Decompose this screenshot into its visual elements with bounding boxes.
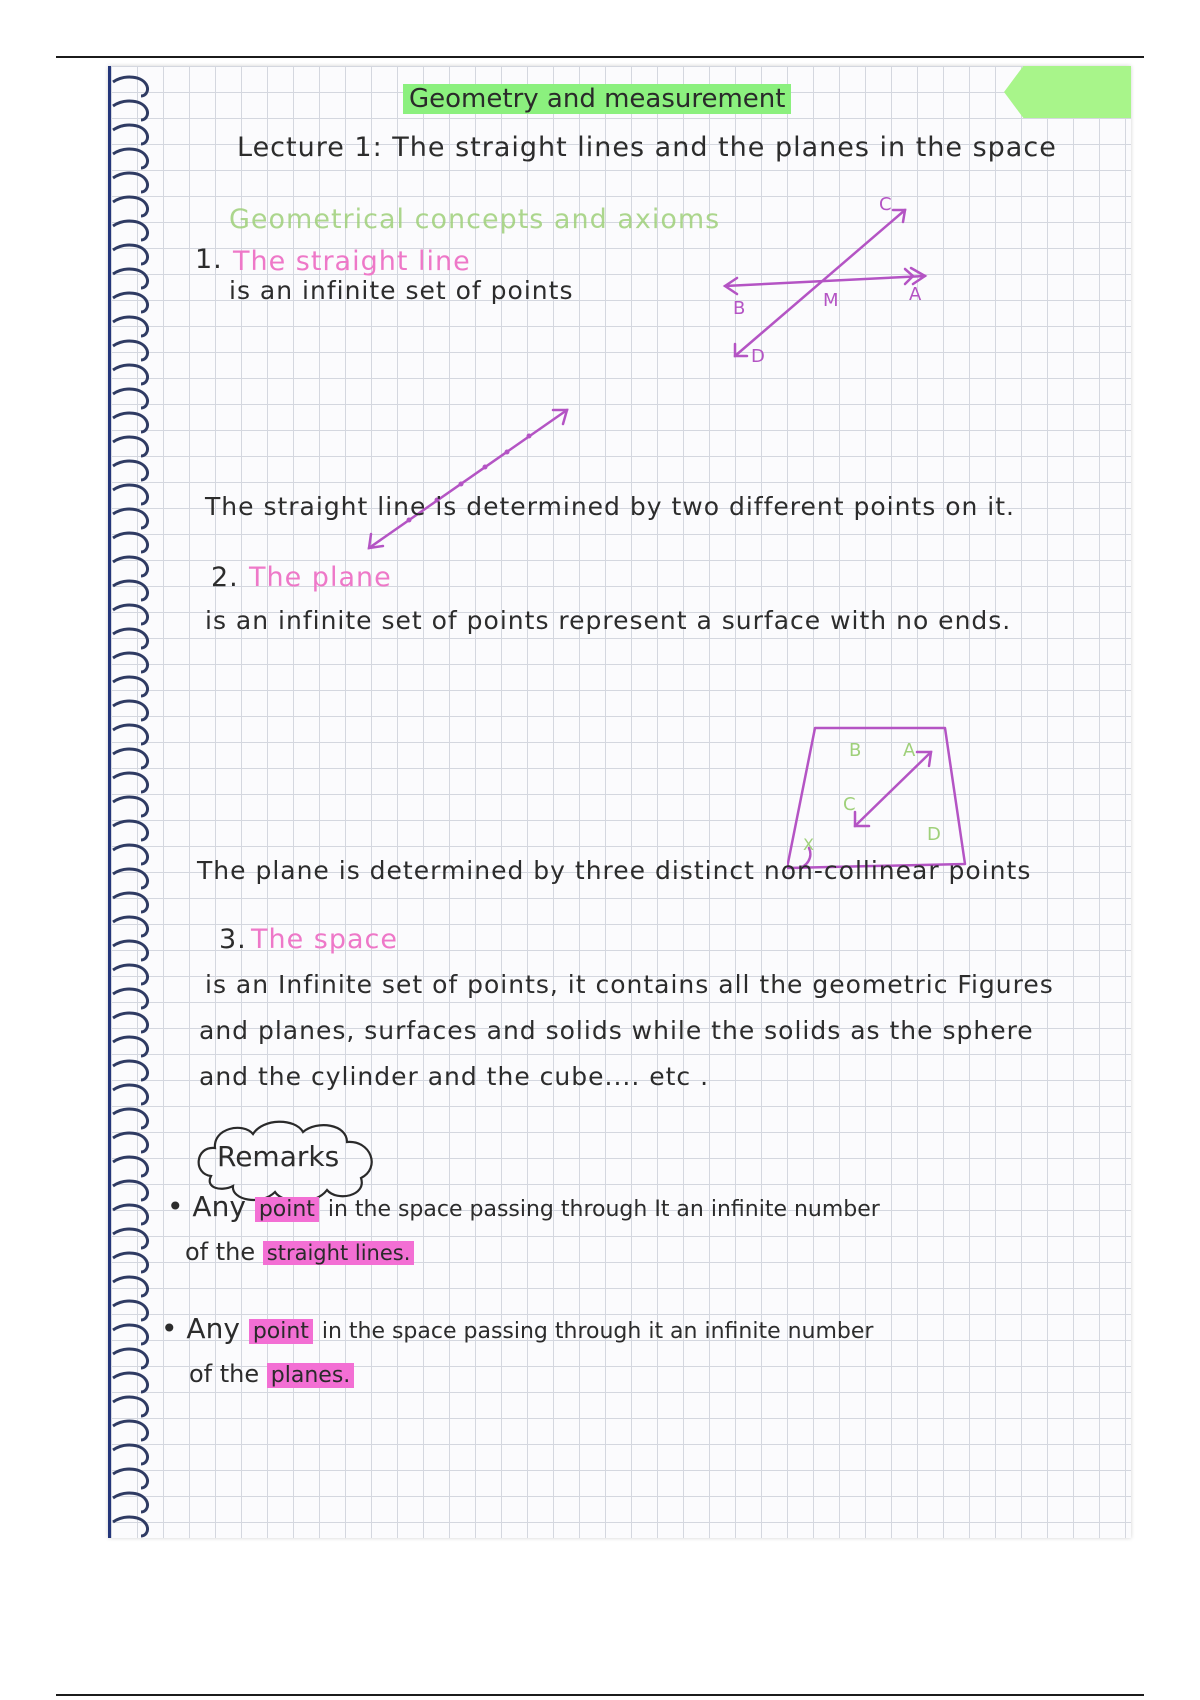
- spiral-loop: [113, 149, 148, 168]
- spiral-loop: [113, 269, 148, 288]
- top-page-rule: [56, 56, 1144, 58]
- section-1-number: 1.: [195, 244, 223, 275]
- label-a: A: [909, 284, 922, 305]
- spiral-loop: [113, 1397, 148, 1416]
- spiral-loop: [113, 173, 148, 192]
- spiral-loop: [113, 365, 148, 384]
- section-3-line-2: and planes, surfaces and solids while the solids as the sphere: [199, 1016, 1034, 1045]
- spiral-loop: [113, 941, 148, 960]
- spiral-loop: [113, 1493, 148, 1512]
- page-title: Geometry and measurement: [403, 84, 791, 114]
- spiral-loop: [113, 581, 148, 600]
- remark-2-highlight-planes: planes.: [267, 1363, 355, 1388]
- bullet-dot: •: [167, 1190, 193, 1223]
- spiral-loop: [113, 1037, 148, 1056]
- plane-label-b: B: [849, 740, 862, 761]
- spiral-loop: [113, 1277, 148, 1296]
- remark-2-line-2: [189, 1360, 354, 1388]
- spiral-loop: [113, 509, 148, 528]
- spiral-loop: [113, 677, 148, 696]
- remark-2-prefix: Any: [186, 1312, 240, 1345]
- spiral-loop: [113, 1157, 148, 1176]
- lecture-heading: Lecture 1: The straight lines and the planes in the space: [237, 132, 1057, 163]
- bottom-page-rule: [56, 1694, 1144, 1696]
- spiral-loop: [113, 389, 148, 408]
- label-m: M: [823, 290, 839, 311]
- spiral-loop: [113, 197, 148, 216]
- remark-1-highlight-lines: straight lines.: [263, 1241, 415, 1265]
- remark-1-prefix: Any: [192, 1190, 246, 1223]
- label-b: B: [733, 298, 746, 319]
- section-1-heading: The straight line: [233, 246, 471, 277]
- section-2-definition: is an infinite set of points represent a surface with no ends.: [205, 606, 1012, 635]
- plane-label-x: X: [803, 835, 814, 854]
- spiral-loop: [113, 1085, 148, 1104]
- remark-2-middle: in the space passing through it an infinite number: [321, 1319, 874, 1344]
- remark-2-line-1: [161, 1312, 873, 1345]
- spiral-loop: [113, 101, 148, 120]
- spiral-loop: [113, 1373, 148, 1392]
- spiral-loop: [113, 125, 148, 144]
- spiral-loop: [113, 77, 148, 96]
- intersecting-lines-figure: [711, 196, 951, 396]
- spiral-loop: [113, 557, 148, 576]
- remark-1-line-2: [185, 1238, 414, 1266]
- spiral-loop: [113, 221, 148, 240]
- remark-2-second-prefix: of the: [189, 1360, 260, 1388]
- spiral-loop: [113, 1205, 148, 1224]
- remarks-label: Remarks: [217, 1140, 340, 1173]
- spiral-loop: [113, 917, 148, 936]
- spiral-loop: [113, 773, 148, 792]
- spiral-loop: [113, 845, 148, 864]
- remark-1-second-prefix: of the: [185, 1238, 256, 1266]
- remark-1-highlight-point: point: [255, 1197, 319, 1222]
- spiral-loop: [113, 245, 148, 264]
- spiral-loop: [113, 965, 148, 984]
- section-3-number: 3.: [219, 924, 247, 955]
- spiral-loop: [113, 653, 148, 672]
- spiral-loop: [113, 1517, 148, 1536]
- spiral-loop: [113, 605, 148, 624]
- spiral-loop: [113, 1133, 148, 1152]
- spiral-loop: [113, 749, 148, 768]
- spiral-loop: [113, 1349, 148, 1368]
- corner-highlight: [993, 66, 1131, 118]
- straight-line-figure: [349, 336, 589, 576]
- spiral-loop: [113, 629, 148, 648]
- spiral-loop: [113, 437, 148, 456]
- section-2-heading: The plane: [249, 562, 392, 593]
- concepts-subheading: Geometrical concepts and axioms: [229, 204, 721, 235]
- spiral-loop: [113, 293, 148, 312]
- spiral-loop: [113, 1469, 148, 1488]
- remark-1-line-1: [167, 1190, 880, 1223]
- spiral-loop: [113, 413, 148, 432]
- spiral-loop: [113, 1181, 148, 1200]
- section-1-note: The straight line is determined by two different points on it.: [205, 492, 1015, 521]
- spiral-loop: [113, 1229, 148, 1248]
- spiral-loop: [113, 485, 148, 504]
- section-1-definition: is an infinite set of points: [229, 276, 574, 305]
- spiral-loop: [113, 533, 148, 552]
- section-3-heading: The space: [251, 924, 399, 955]
- spiral-loop: [113, 1301, 148, 1320]
- section-3-line-3: and the cylinder and the cube.... etc .: [199, 1062, 710, 1091]
- spiral-loop: [113, 317, 148, 336]
- spiral-loop: [113, 1325, 148, 1344]
- spiral-loop: [113, 461, 148, 480]
- bullet-dot: •: [161, 1312, 187, 1345]
- spiral-loop: [113, 869, 148, 888]
- spiral-loop: [113, 1109, 148, 1128]
- spiral-loop: [113, 1013, 148, 1032]
- label-c: C: [879, 196, 892, 215]
- section-2-note: The plane is determined by three distinct non-collinear points: [197, 856, 1032, 885]
- spiral-loop: [113, 893, 148, 912]
- label-d: D: [751, 346, 765, 367]
- plane-label-c: C: [843, 794, 856, 815]
- section-2-number: 2.: [211, 562, 239, 593]
- notebook-page: [108, 66, 1131, 1538]
- remark-1-middle: in the space passing through It an infinite number: [327, 1197, 880, 1222]
- remark-2-highlight-point: point: [249, 1319, 313, 1344]
- plane-label-d: D: [927, 824, 941, 845]
- spiral-loop: [113, 1253, 148, 1272]
- spiral-loop: [113, 725, 148, 744]
- section-3-line-1: is an Infinite set of points, it contains all the geometric Figures: [205, 970, 1054, 999]
- spiral-binding: [111, 66, 163, 1538]
- plane-label-a: A: [903, 740, 916, 761]
- spiral-loop: [113, 701, 148, 720]
- spiral-loop: [113, 1445, 148, 1464]
- spiral-loop: [113, 989, 148, 1008]
- spiral-loop: [113, 1061, 148, 1080]
- spiral-loop: [113, 821, 148, 840]
- spiral-loop: [113, 341, 148, 360]
- spiral-loop: [113, 1421, 148, 1440]
- spiral-loop: [113, 797, 148, 816]
